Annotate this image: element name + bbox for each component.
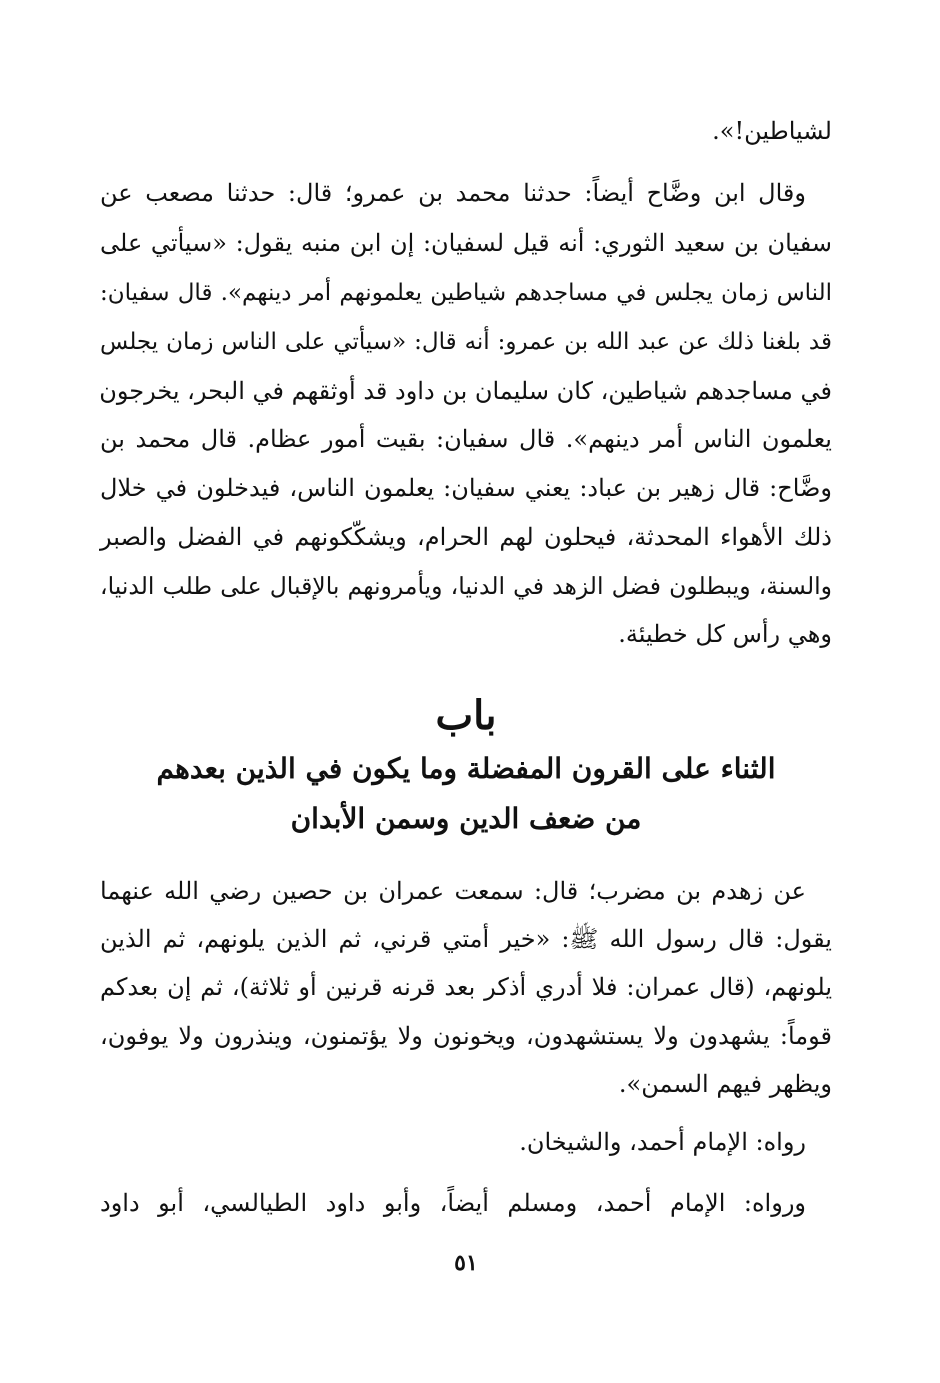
opening-line: لشياطين!». (712, 117, 832, 145)
chapter-title-line-1: الثناء على القرون المفضلة وما يكون في الذين بعدهم (156, 752, 776, 785)
paragraph-line: ويظهر فيهم السمن». (618, 1070, 832, 1098)
paragraph-line: سفيان بن سعيد الثوري: أنه قيل لسفيان: إن ابن منبه يقول: «سيأتي على (100, 229, 832, 257)
paragraph-line: يقول: قال رسول الله ﷺ: «خير أمتي قرني، ثم الذين يلونهم، ثم الذين (100, 925, 832, 953)
paragraph-line: والسنة، ويبطلون فضل الزهد في الدنيا، ويأمرونهم بالإقبال على طلب الدنيا، (100, 572, 832, 600)
page-number: ٥١ (454, 1250, 478, 1276)
paragraph-line: قد بلغنا ذلك عن عبد الله بن عمرو: أنه قال: «سيأتي على الناس زمان يجلس (100, 329, 832, 355)
paragraph-line: يلونهم، (قال عمران: فلا أدري أذكر بعد قرنه قرنين أو ثلاثة)، ثم إن بعدكم (100, 973, 832, 1001)
book-page (100, 0, 832, 1383)
paragraph-line: الناس زمان يجلس في مساجدهم شياطين يعلمونهم أمر دينهم». قال سفيان: (100, 280, 832, 306)
paragraph-line: عن زهدم بن مضرب؛ قال: سمعت عمران بن حصين رضي الله عنهما (100, 877, 806, 905)
chapter-title-line-2: من ضعف الدين وسمن الأبدان (290, 802, 642, 835)
paragraph-line: يعلمون الناس أمر دينهم». قال سفيان: بقيت أمور عظام. قال محمد بن (100, 425, 832, 453)
chapter-heading: باب (435, 692, 497, 739)
narration-line: ورواه: الإمام أحمد، ومسلم أيضاً، وأبو داود الطيالسي، أبو داود (100, 1189, 806, 1217)
paragraph-line: ذلك الأهواء المحدثة، فيحلون لهم الحرام، ويشكّكونهم في الفضل والصبر (100, 523, 832, 551)
paragraph-line: وضَّاح: قال زهير بن عباد: يعني سفيان: يعلمون الناس، فيدخلون في خلال (100, 474, 832, 502)
paragraph-line: وقال ابن وضَّاح أيضاً: حدثنا محمد بن عمرو؛ قال: حدثنا مصعب عن (100, 179, 806, 207)
paragraph-line: في مساجدهم شياطين، كان سليمان بن داود قد أوثقهم في البحر، يخرجون (99, 377, 832, 405)
paragraph-line: وهي رأس كل خطيئة. (618, 620, 832, 648)
paragraph-line: قوماً: يشهدون ولا يستشهدون، ويخونون ولا يؤتمنون، وينذرون ولا يوفون، (100, 1022, 832, 1050)
narration-line: رواه: الإمام أحمد، والشيخان. (519, 1128, 806, 1156)
